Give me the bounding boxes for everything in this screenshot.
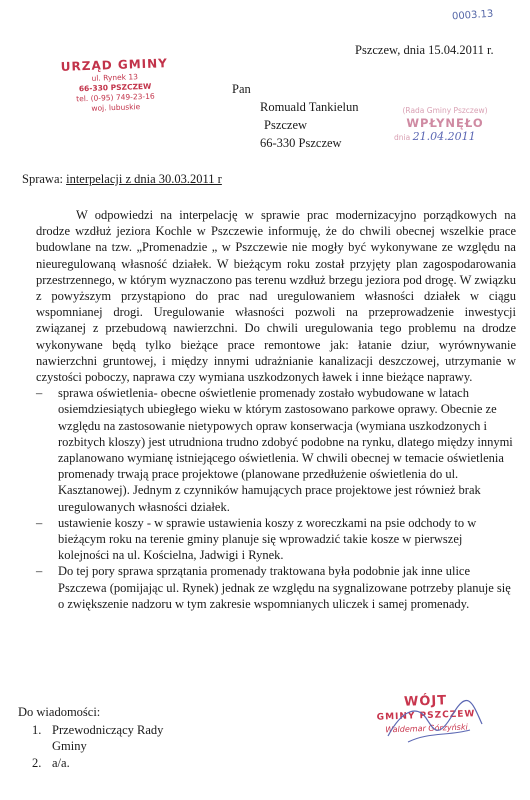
cc-item-number xyxy=(32,738,52,754)
subject-line xyxy=(22,172,222,187)
signature-stamp-name: Waldemar Górzyński xyxy=(385,722,468,735)
bullet-item xyxy=(36,563,516,612)
cc-item xyxy=(32,722,163,738)
bullet-item xyxy=(36,385,516,515)
signature-stamp-office: GMINY PSZCZEW xyxy=(376,709,476,723)
date-line: Pszczew, dnia 15.04.2011 r. xyxy=(355,43,494,57)
office-stamp-phone: tel. (0-95) 749-23-16 xyxy=(76,91,155,104)
addressee-city: Pszczew xyxy=(264,118,308,132)
bullet-text: Do tej pory sprawa sprzątania promenady traktowana była podobnie jak inne ulice Pszczewa (pomijając ul. Rynek) jednak ze względu na sygnalizowane potrzeby planuje się o zwiększenie nadzoru w tym zakresie wspomnianych uliczek i samej promenady. xyxy=(58,564,511,611)
received-stamp-date-row xyxy=(390,131,500,143)
signature-stamp-title: WÓJT xyxy=(403,693,448,710)
received-stamp xyxy=(390,105,500,143)
received-stamp-date: 21.04.2011 xyxy=(412,130,476,143)
bullet-dash: – xyxy=(36,386,43,401)
cc-item-text: Gminy xyxy=(52,739,87,754)
bullet-text: sprawa oświetlenia- obecne oświetlenie promenady zostało wybudowane w latach osiemdziesiątych ubiegłego wieku w którym zastosowano parkowe oprawy. Obecnie ze względu na zastosowanie nietypowych opraw konserwacja (wymiana uszkodzonych i rozbitych kloszy) jest utrudniona trudno zdobyć podobne na rynku, dlatego między innymi zaplanowano wymianę istniejącego oświetlenia. W chwili obecnej w temacie oświetlenia promenady trwają prace projektowe (planowane przedłużenie oświetlenia do ul. Kasztanowej). Jednym z czynników hamujących prace projektowe jest również brak uregulowanych własności działek. xyxy=(58,386,513,514)
document-number: 0003.13 xyxy=(451,8,494,23)
bullet-item xyxy=(36,515,516,564)
bullet-text: ustawienie koszy - w sprawie ustawienia koszy z woreczkami na psie odchody to w bieżącym roku na terenie gminy planuje się wprowadzić takie kosze w pierwszej kolejności na ul. Kościelna, Jadwigi i Rynek. xyxy=(58,515,477,563)
received-stamp-council: (Rada Gminy Pszczew) xyxy=(402,106,488,115)
office-stamp-region: woj. lubuskie xyxy=(91,102,141,113)
subject-label: Sprawa: xyxy=(22,172,63,186)
cc-item xyxy=(32,738,163,754)
addressee-salutation: Pan xyxy=(232,82,251,96)
subject-text: interpelacji z dnia 30.03.2011 r xyxy=(66,172,222,186)
addressee-name: Romuald Tankielun xyxy=(260,100,359,114)
cc-item-text: a/a. xyxy=(52,755,70,770)
office-stamp-postal: 66-330 PSZCZEW xyxy=(78,81,152,94)
cc-item-text: Przewodniczący Rady xyxy=(52,723,164,737)
office-stamp-street: ul. Rynek 13 xyxy=(91,72,139,83)
letter-body xyxy=(36,207,516,612)
bullet-dash: – xyxy=(36,564,43,579)
received-stamp-date-label: dnia xyxy=(394,133,411,142)
handwritten-signature xyxy=(378,696,490,754)
cc-item-number: 1. xyxy=(32,723,42,737)
cc-item-number: 2. xyxy=(32,755,42,770)
addressee-postal: 66-330 Pszczew xyxy=(260,136,342,150)
addressee-block xyxy=(232,80,359,152)
body-paragraph: W odpowiedzi na interpelację w sprawie prac modernizacyjno porządkowych na drodze wzdłuż jeziora Kochle w Pszczewie informuję, że do chwili obecnej wszelkie prace budowlane na tzw. „Promenadzie „ w Pszczewie nie mogły być wykonywane ze względu na nieuregulowaną własność działek. W bieżącym roku został przyjęty plan zagospodarowania przestrzennego, w którym wyznaczono pas terenu wzdłuż brzegu jeziora pod drogę. W związku z powyższym przystąpiono do prac nad uregulowaniem własności działek w ciągu wspomnianej drogi. Uregulowanie własności pozwoli na przeprowadzenie inwestycji związanej z przebudową nawierzchni. Do chwili uregulowania tego problemu na drodze wykonywane będą tylko bieżące prace remontowe jak: łatanie dziur, wyrównywanie nawierzchni gruntowej, i między innymi udrażnianie kanalizacji deszczowej, utrzymanie w czystości poboczy, naprawa czy wymiana uszkodzonych ławek i inne bieżące naprawy. xyxy=(36,208,516,385)
bullet-list xyxy=(36,385,516,612)
office-stamp-title: URZĄD GMINY xyxy=(60,56,169,74)
cc-list xyxy=(32,722,163,771)
bullet-dash: – xyxy=(36,515,43,530)
received-stamp-word: WPŁYNĘŁO xyxy=(406,116,484,130)
cc-title: Do wiadomości: xyxy=(18,705,101,719)
cc-item xyxy=(32,755,163,771)
office-stamp xyxy=(39,54,191,115)
